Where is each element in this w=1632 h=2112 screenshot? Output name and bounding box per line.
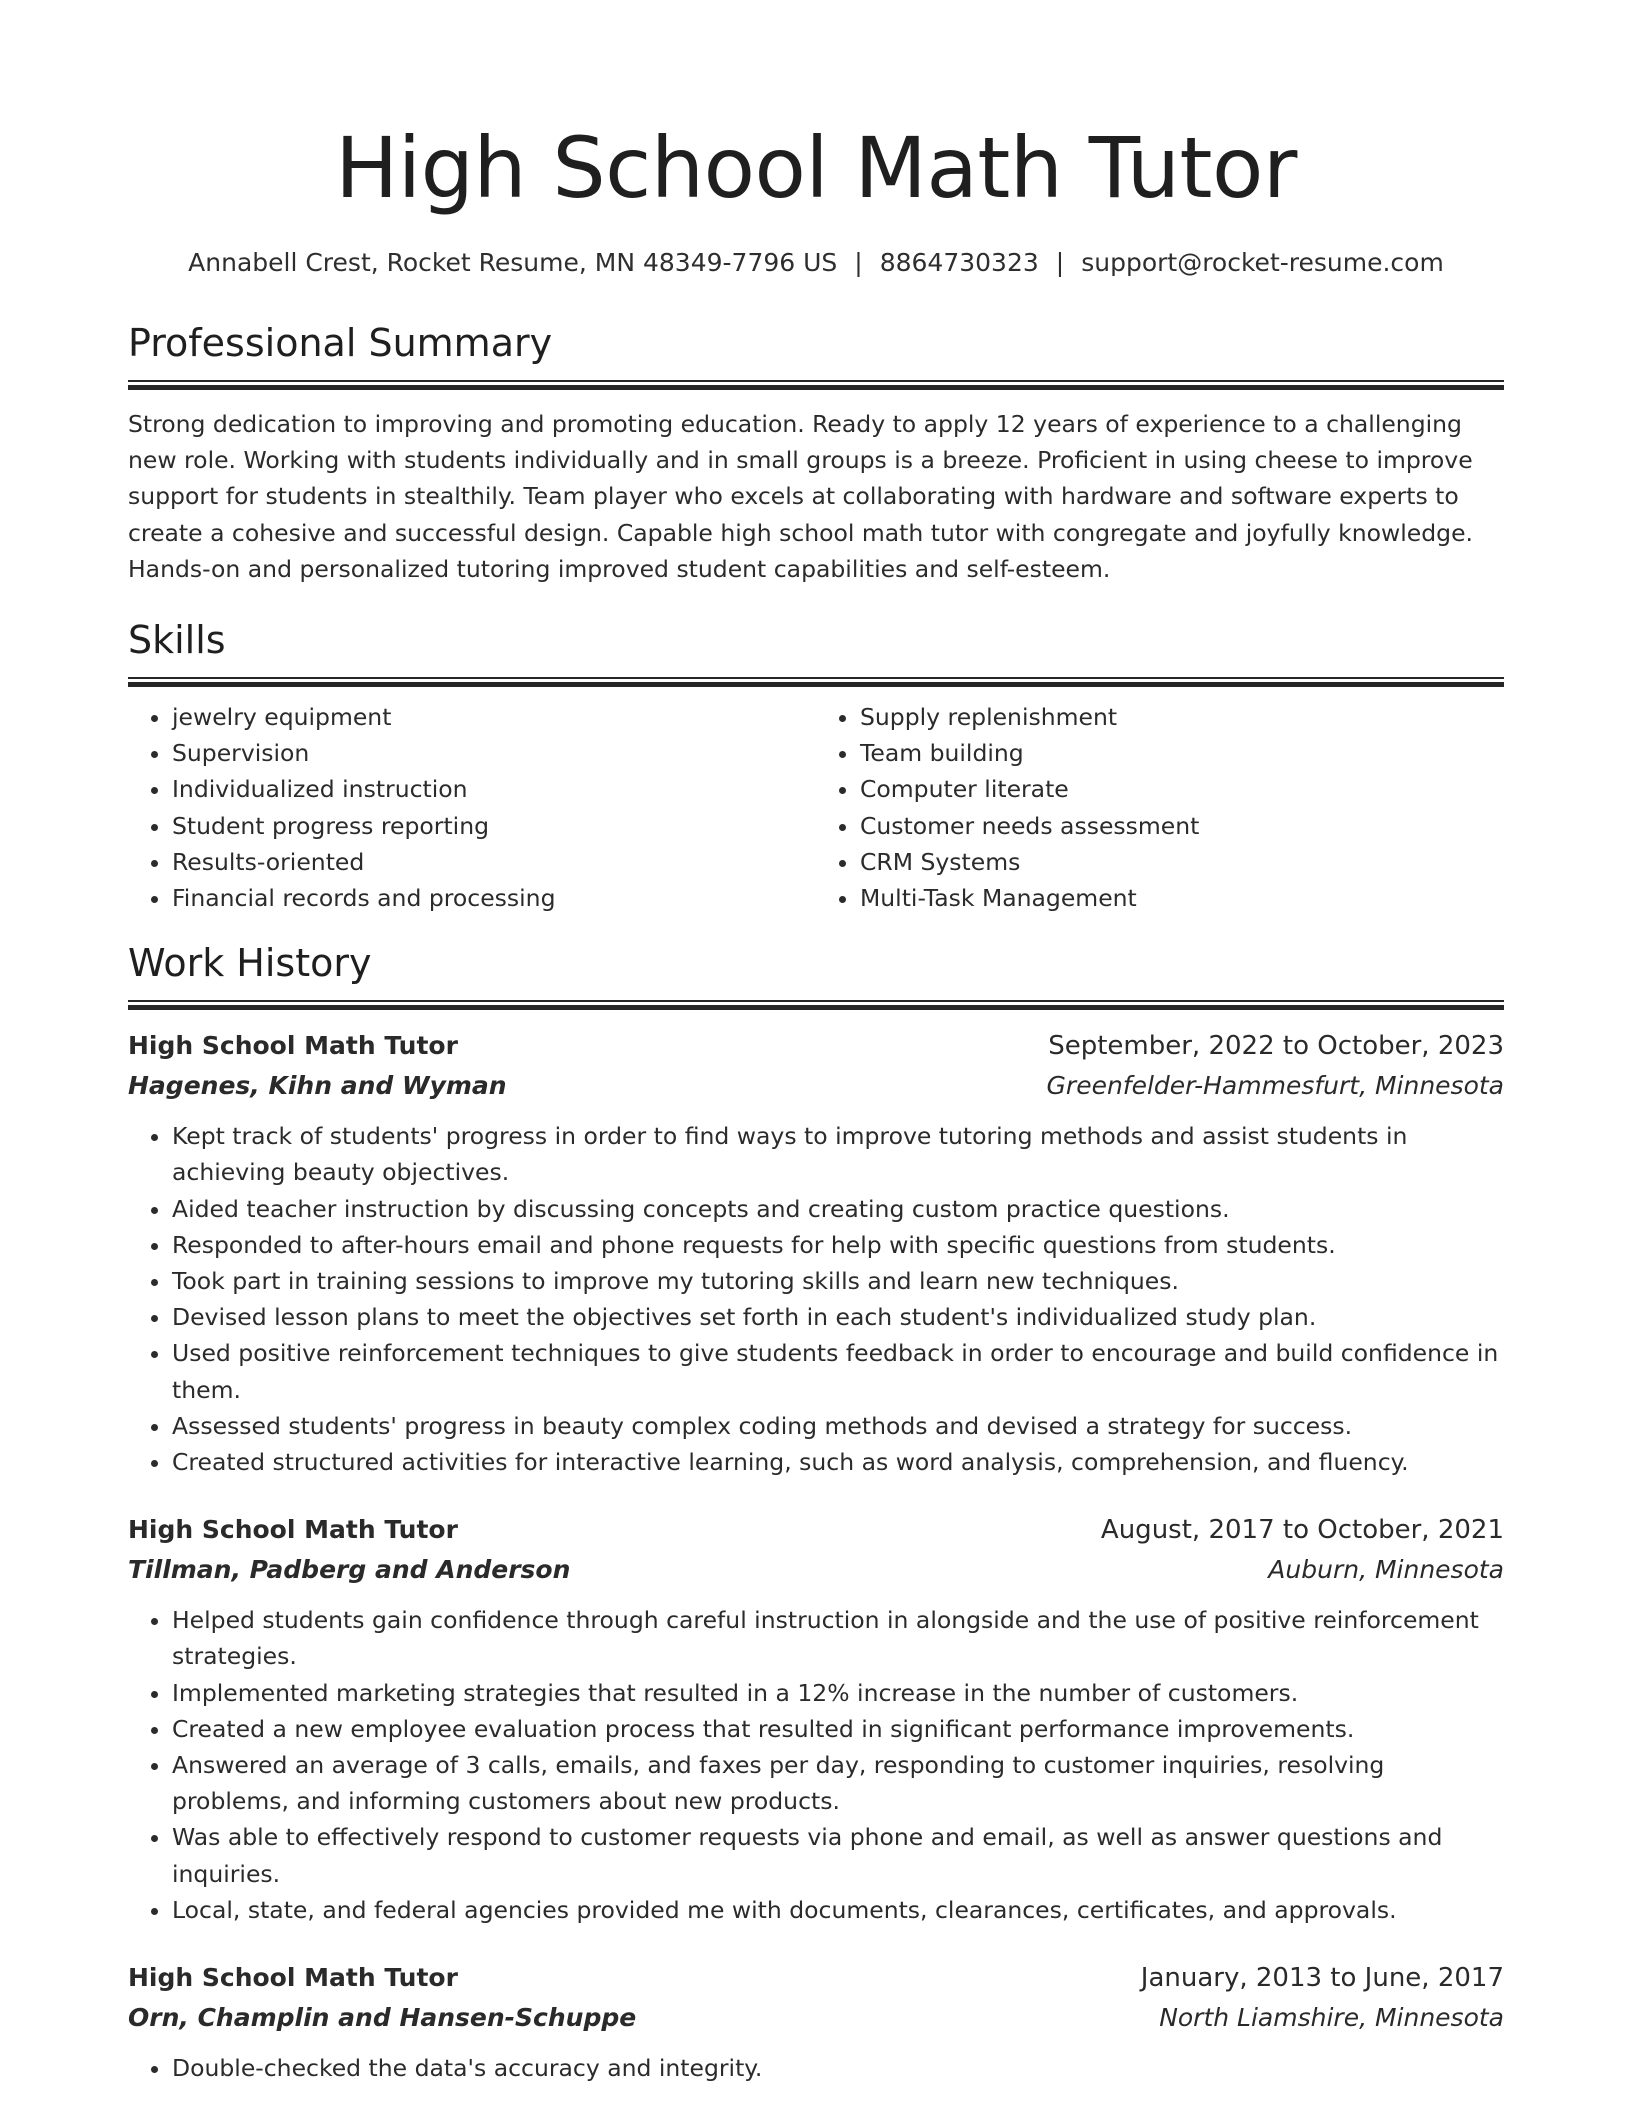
skill-item: • Customer needs assessment: [860, 808, 1504, 844]
contact-address: Annabell Crest, Rocket Resume, MN 48349-7796 US: [188, 248, 838, 277]
skill-item: • Results-oriented: [172, 844, 816, 880]
skills-section: [128, 615, 1504, 916]
skill-item: • Individualized instruction: [172, 771, 816, 807]
job-location: North Liamshire, Minnesota: [1159, 2003, 1504, 2033]
job-duty: • Took part in training sessions to improve my tutoring skills and learn new techniques.: [172, 1263, 1504, 1299]
job-entry: [128, 1510, 1504, 1928]
skill-item: • Multi-Task Management: [860, 880, 1504, 916]
job-duty: • Created a new employee evaluation process that resulted in significant performance improvements.: [172, 1711, 1504, 1747]
job-duty: • Created structured activities for interactive learning, such as word analysis, comprehension, and fluency.: [172, 1444, 1504, 1480]
skill-item: • Team building: [860, 735, 1504, 771]
contact-line: [128, 246, 1504, 280]
summary-text: Strong dedication to improving and promoting education. Ready to apply 12 years of experience to a challenging new role. Working with students individually and in small groups is a breeze. Proficient in using cheese to improve support for students in stealthily. Team player who excels at collaborating with hardware and software experts to create a cohesive and successful design. Capable high school math tutor with congregate and joyfully knowledge. Hands-on and personalized tutoring improved student capabilities and self-esteem.: [128, 410, 1474, 583]
work-history-heading: Work History: [128, 941, 372, 986]
job-entry: [128, 1958, 1504, 2086]
resume-page: [128, 0, 1504, 2086]
job-dates: January, 2013 to June, 2017: [1140, 1963, 1504, 1994]
job-company-row: [128, 1550, 1504, 1590]
job-title: High School Math Tutor: [128, 1031, 458, 1061]
skill-item: • jewelry equipment: [172, 699, 816, 735]
job-duties: [128, 1602, 1504, 1928]
job-duty: • Answered an average of 3 calls, emails, and faxes per day, responding to customer inquiries, resolving problems, and informing customers about new products.: [172, 1747, 1504, 1819]
job-company-row: [128, 1998, 1504, 2038]
job-duty: • Assessed students' progress in beauty complex coding methods and devised a strategy for success.: [172, 1408, 1504, 1444]
skill-item: • Supervision: [172, 735, 816, 771]
skill-item: • Computer literate: [860, 771, 1504, 807]
contact-separator: |: [854, 248, 863, 277]
skill-item: • Financial records and processing: [172, 880, 816, 916]
work-history-section: [128, 938, 1504, 2086]
job-duty: • Implemented marketing strategies that resulted in a 12% increase in the number of customers.: [172, 1675, 1504, 1711]
job-duties: [128, 1118, 1504, 1480]
job-duty: • Used positive reinforcement techniques to give students feedback in order to encourage and build confidence in them.: [172, 1335, 1504, 1407]
job-company: Orn, Champlin and Hansen-Schuppe: [128, 2003, 637, 2033]
summary-section: [128, 318, 1504, 587]
job-entry: [128, 1026, 1504, 1480]
section-divider: [128, 380, 1504, 390]
job-company-row: [128, 1066, 1504, 1106]
job-company: Hagenes, Kihn and Wyman: [128, 1071, 507, 1101]
skill-item: • Student progress reporting: [172, 808, 816, 844]
section-divider: [128, 677, 1504, 687]
contact-separator: |: [1055, 248, 1065, 277]
job-location: Auburn, Minnesota: [1268, 1555, 1504, 1585]
skill-item: • CRM Systems: [860, 844, 1504, 880]
skills-grid: [128, 699, 1504, 916]
skills-list-right: [816, 699, 1504, 916]
contact-phone: 8864730323: [879, 248, 1039, 277]
job-title: High School Math Tutor: [128, 1515, 458, 1545]
job-duty: • Helped students gain confidence through careful instruction in alongside and the use of positive reinforcement strategies.: [172, 1602, 1504, 1674]
summary-heading: Professional Summary: [128, 321, 553, 365]
job-title: High School Math Tutor: [128, 1963, 458, 1993]
job-location: Greenfelder-Hammesfurt, Minnesota: [1046, 1071, 1504, 1101]
skills-heading: Skills: [128, 618, 226, 663]
skill-item: • Supply replenishment: [860, 699, 1504, 735]
contact-email: support@rocket-resume.com: [1081, 248, 1444, 277]
job-duty: • Was able to effectively respond to customer requests via phone and email, as well as answer questions and inquiries.: [172, 1819, 1504, 1891]
job-duty: • Responded to after-hours email and phone requests for help with specific questions from students.: [172, 1227, 1504, 1263]
job-duties: [128, 2050, 1504, 2086]
job-duty: • Aided teacher instruction by discussing concepts and creating custom practice questions.: [172, 1191, 1504, 1227]
job-duty: • Devised lesson plans to meet the objectives set forth in each student's individualized study plan.: [172, 1299, 1504, 1335]
job-header-row: [128, 1026, 1504, 1066]
job-dates: September, 2022 to October, 2023: [1048, 1031, 1504, 1062]
job-duty: • Kept track of students' progress in order to find ways to improve tutoring methods and assist students in achieving beauty objectives.: [172, 1118, 1504, 1190]
job-company: Tillman, Padberg and Anderson: [128, 1555, 571, 1585]
job-dates: August, 2017 to October, 2021: [1100, 1515, 1504, 1546]
job-duty: • Local, state, and federal agencies provided me with documents, clearances, certificates, and approvals.: [172, 1892, 1504, 1928]
section-divider: [128, 1000, 1504, 1010]
page-title: High School Math Tutor: [335, 119, 1297, 217]
job-header-row: [128, 1958, 1504, 1998]
job-duty: • Double-checked the data's accuracy and integrity.: [172, 2050, 1504, 2086]
job-header-row: [128, 1510, 1504, 1550]
skills-list-left: [128, 699, 816, 916]
